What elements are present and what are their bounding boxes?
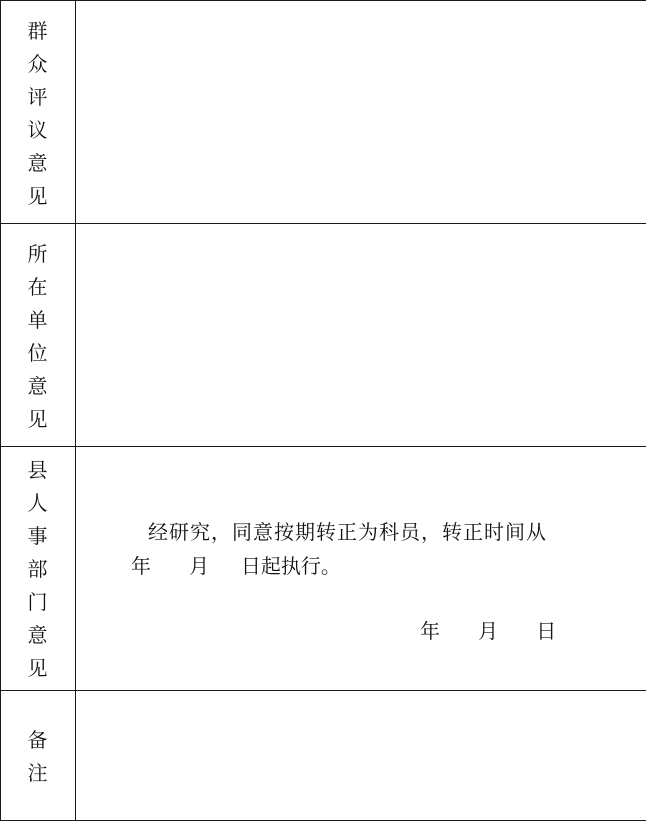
content-remarks[interactable]: [76, 691, 646, 821]
row-unit-opinion: [1, 224, 646, 447]
decision-text-line2: 年 月 日起执行。: [131, 550, 341, 579]
row-hr-opinion: [1, 447, 646, 691]
label-remarks: 备 注: [1, 724, 74, 790]
label-cell-remarks: [1, 691, 76, 821]
row-remarks: [1, 691, 646, 821]
content-unit-opinion[interactable]: [76, 224, 646, 447]
signature-date-line: 年 月 日: [420, 615, 556, 644]
label-hr-opinion: 县 人 事 部 门 意 见: [1, 454, 74, 685]
row-public-evaluation: [1, 1, 646, 224]
decision-text-line1: 经研究，同意按期转正为科员，转正时间从: [148, 516, 547, 545]
label-cell-public-evaluation: [1, 1, 76, 224]
label-unit-opinion: 所 在 单 位 意 见: [1, 238, 74, 436]
label-cell-hr-opinion: [1, 447, 76, 691]
label-cell-unit-opinion: [1, 224, 76, 447]
content-hr-opinion[interactable]: [76, 447, 646, 691]
label-public-evaluation: 群 众 评 议 意 见: [1, 15, 74, 213]
content-public-evaluation[interactable]: [76, 1, 646, 224]
